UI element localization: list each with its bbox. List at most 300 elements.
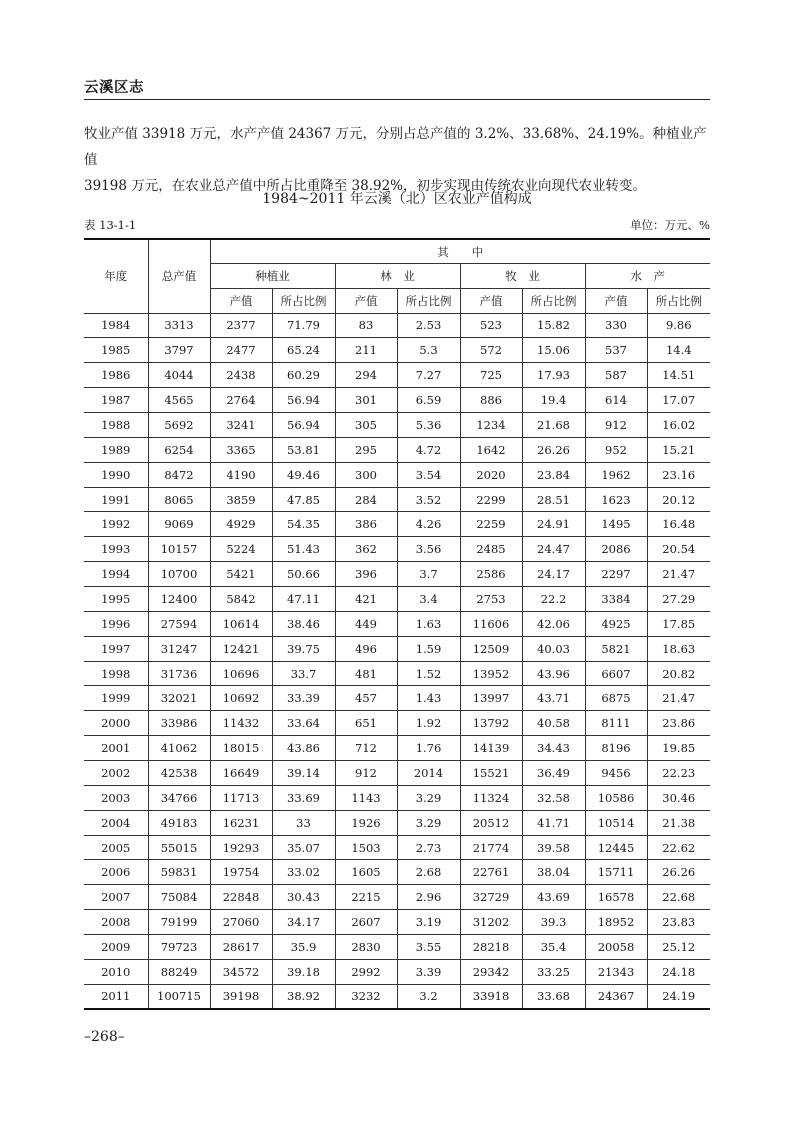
cell-livestock-value: 725	[460, 363, 522, 388]
cell-livestock-value: 2753	[460, 587, 522, 612]
cell-forestry-value: 284	[335, 487, 397, 512]
cell-forestry-ratio: 3.19	[397, 910, 460, 935]
intro-line: 牧业产值 33918 万元，水产产值 24367 万元，分别占总产值的 3.2%、33.68%、24.19%。种植业产值	[84, 126, 707, 168]
cell-crop-ratio: 33	[272, 810, 335, 835]
cell-livestock-ratio: 41.71	[522, 810, 585, 835]
cell-crop-ratio: 34.17	[272, 910, 335, 935]
subheader-value: 产值	[210, 288, 272, 313]
cell-livestock-value: 20512	[460, 810, 522, 835]
cell-fishery-ratio: 21.47	[647, 686, 710, 711]
table-row	[84, 686, 710, 711]
cell-crop-value: 2477	[210, 338, 272, 363]
cell-livestock-ratio: 24.91	[522, 512, 585, 537]
cell-total: 55015	[148, 835, 210, 860]
cell-forestry-ratio: 1.59	[397, 636, 460, 661]
cell-year: 1993	[84, 537, 148, 562]
cell-crop-value: 10692	[210, 686, 272, 711]
cell-forestry-ratio: 2.68	[397, 860, 460, 885]
cell-forestry-ratio: 5.36	[397, 413, 460, 438]
header-group-fishery: 水 产	[585, 264, 710, 289]
cell-fishery-ratio: 14.4	[647, 338, 710, 363]
cell-fishery-value: 8111	[585, 711, 647, 736]
cell-fishery-ratio: 16.02	[647, 413, 710, 438]
table-row	[84, 935, 710, 960]
cell-fishery-ratio: 14.51	[647, 363, 710, 388]
cell-livestock-value: 572	[460, 338, 522, 363]
cell-forestry-ratio: 4.72	[397, 437, 460, 462]
subheader-ratio: 所占比例	[272, 288, 335, 313]
cell-crop-value: 39198	[210, 984, 272, 1009]
cell-fishery-value: 8196	[585, 736, 647, 761]
cell-total: 10157	[148, 537, 210, 562]
cell-livestock-ratio: 35.4	[522, 935, 585, 960]
table-row	[84, 636, 710, 661]
cell-crop-ratio: 35.9	[272, 935, 335, 960]
cell-crop-ratio: 50.66	[272, 562, 335, 587]
cell-year: 1984	[84, 313, 148, 338]
table-row	[84, 587, 710, 612]
cell-year: 1987	[84, 388, 148, 413]
cell-forestry-value: 2215	[335, 885, 397, 910]
cell-crop-ratio: 33.7	[272, 661, 335, 686]
cell-livestock-ratio: 43.69	[522, 885, 585, 910]
cell-livestock-value: 22761	[460, 860, 522, 885]
cell-total: 8472	[148, 462, 210, 487]
cell-fishery-ratio: 19.85	[647, 736, 710, 761]
cell-total: 3313	[148, 313, 210, 338]
cell-total: 31247	[148, 636, 210, 661]
cell-crop-value: 34572	[210, 959, 272, 984]
cell-crop-value: 3859	[210, 487, 272, 512]
cell-fishery-value: 18952	[585, 910, 647, 935]
subheader-ratio: 所占比例	[647, 288, 710, 313]
cell-forestry-value: 211	[335, 338, 397, 363]
cell-crop-ratio: 33.69	[272, 785, 335, 810]
cell-fishery-value: 1623	[585, 487, 647, 512]
subheader-value: 产值	[585, 288, 647, 313]
table-row	[84, 984, 710, 1009]
cell-crop-ratio: 39.14	[272, 761, 335, 786]
cell-fishery-ratio: 18.63	[647, 636, 710, 661]
cell-crop-value: 3241	[210, 413, 272, 438]
cell-livestock-value: 31202	[460, 910, 522, 935]
cell-livestock-value: 2259	[460, 512, 522, 537]
cell-year: 1988	[84, 413, 148, 438]
subheader-value: 产值	[335, 288, 397, 313]
cell-livestock-ratio: 34.43	[522, 736, 585, 761]
cell-livestock-value: 13997	[460, 686, 522, 711]
cell-forestry-ratio: 1.63	[397, 611, 460, 636]
cell-livestock-value: 11606	[460, 611, 522, 636]
cell-forestry-ratio: 3.56	[397, 537, 460, 562]
cell-livestock-value: 11324	[460, 785, 522, 810]
table-number: 表 13-1-1	[84, 218, 137, 232]
cell-total: 4565	[148, 388, 210, 413]
cell-livestock-ratio: 33.25	[522, 959, 585, 984]
cell-crop-value: 10614	[210, 611, 272, 636]
cell-total: 5692	[148, 413, 210, 438]
cell-crop-value: 4190	[210, 462, 272, 487]
table-row	[84, 487, 710, 512]
cell-livestock-ratio: 15.06	[522, 338, 585, 363]
cell-fishery-ratio: 24.19	[647, 984, 710, 1009]
table-row	[84, 537, 710, 562]
cell-year: 1991	[84, 487, 148, 512]
cell-total: 4044	[148, 363, 210, 388]
header-of-which: 其 中	[210, 239, 710, 264]
cell-livestock-value: 32729	[460, 885, 522, 910]
cell-total: 8065	[148, 487, 210, 512]
cell-forestry-value: 449	[335, 611, 397, 636]
cell-year: 1989	[84, 437, 148, 462]
cell-livestock-value: 1234	[460, 413, 522, 438]
cell-fishery-ratio: 23.86	[647, 711, 710, 736]
cell-fishery-ratio: 20.82	[647, 661, 710, 686]
cell-livestock-value: 2299	[460, 487, 522, 512]
cell-year: 1995	[84, 587, 148, 612]
table-row	[84, 313, 710, 338]
cell-forestry-value: 651	[335, 711, 397, 736]
cell-crop-ratio: 33.64	[272, 711, 335, 736]
cell-fishery-ratio: 20.54	[647, 537, 710, 562]
cell-crop-ratio: 33.39	[272, 686, 335, 711]
cell-fishery-value: 10514	[585, 810, 647, 835]
table-row	[84, 761, 710, 786]
cell-fishery-ratio: 22.68	[647, 885, 710, 910]
cell-forestry-ratio: 1.92	[397, 711, 460, 736]
cell-livestock-value: 28218	[460, 935, 522, 960]
cell-forestry-ratio: 2.96	[397, 885, 460, 910]
cell-crop-ratio: 53.81	[272, 437, 335, 462]
cell-fishery-value: 5821	[585, 636, 647, 661]
cell-year: 1990	[84, 462, 148, 487]
cell-fishery-value: 3384	[585, 587, 647, 612]
cell-forestry-value: 421	[335, 587, 397, 612]
cell-forestry-ratio: 1.76	[397, 736, 460, 761]
header-total: 总产值	[148, 239, 210, 313]
cell-total: 31736	[148, 661, 210, 686]
cell-total: 34766	[148, 785, 210, 810]
cell-total: 32021	[148, 686, 210, 711]
cell-forestry-value: 481	[335, 661, 397, 686]
cell-total: 75084	[148, 885, 210, 910]
cell-livestock-ratio: 40.58	[522, 711, 585, 736]
cell-livestock-ratio: 22.2	[522, 587, 585, 612]
cell-total: 100715	[148, 984, 210, 1009]
table-title: 1984~2011 年云溪（北）区农业产值构成	[262, 191, 532, 207]
cell-fishery-ratio: 23.16	[647, 462, 710, 487]
cell-total: 79199	[148, 910, 210, 935]
cell-crop-value: 5224	[210, 537, 272, 562]
cell-crop-value: 16231	[210, 810, 272, 835]
agriculture-output-table	[84, 238, 710, 1010]
cell-fishery-value: 16578	[585, 885, 647, 910]
cell-forestry-ratio: 2.53	[397, 313, 460, 338]
cell-crop-ratio: 56.94	[272, 388, 335, 413]
table-row	[84, 910, 710, 935]
cell-year: 1986	[84, 363, 148, 388]
cell-forestry-ratio: 6.59	[397, 388, 460, 413]
cell-fishery-ratio: 23.83	[647, 910, 710, 935]
cell-fishery-value: 2086	[585, 537, 647, 562]
cell-forestry-value: 1143	[335, 785, 397, 810]
cell-year: 1997	[84, 636, 148, 661]
cell-crop-value: 2377	[210, 313, 272, 338]
cell-year: 2007	[84, 885, 148, 910]
cell-livestock-ratio: 40.03	[522, 636, 585, 661]
cell-crop-ratio: 38.46	[272, 611, 335, 636]
cell-total: 27594	[148, 611, 210, 636]
cell-crop-ratio: 39.18	[272, 959, 335, 984]
cell-crop-value: 12421	[210, 636, 272, 661]
cell-total: 9069	[148, 512, 210, 537]
cell-livestock-ratio: 39.3	[522, 910, 585, 935]
cell-livestock-value: 33918	[460, 984, 522, 1009]
cell-year: 1996	[84, 611, 148, 636]
cell-fishery-ratio: 21.38	[647, 810, 710, 835]
cell-fishery-ratio: 20.12	[647, 487, 710, 512]
cell-fishery-value: 24367	[585, 984, 647, 1009]
cell-year: 2010	[84, 959, 148, 984]
cell-crop-value: 2438	[210, 363, 272, 388]
cell-total: 41062	[148, 736, 210, 761]
table-body	[84, 313, 710, 1009]
cell-fishery-value: 2297	[585, 562, 647, 587]
cell-livestock-value: 523	[460, 313, 522, 338]
table-unit: 单位：万元、%	[630, 218, 710, 232]
cell-total: 33986	[148, 711, 210, 736]
cell-forestry-ratio: 3.52	[397, 487, 460, 512]
cell-forestry-value: 386	[335, 512, 397, 537]
cell-year: 1998	[84, 661, 148, 686]
cell-livestock-value: 14139	[460, 736, 522, 761]
table-row	[84, 363, 710, 388]
cell-fishery-value: 15711	[585, 860, 647, 885]
cell-year: 1994	[84, 562, 148, 587]
cell-fishery-value: 1962	[585, 462, 647, 487]
cell-fishery-value: 21343	[585, 959, 647, 984]
cell-year: 2000	[84, 711, 148, 736]
cell-fishery-value: 587	[585, 363, 647, 388]
cell-crop-ratio: 60.29	[272, 363, 335, 388]
cell-fishery-ratio: 21.47	[647, 562, 710, 587]
cell-forestry-ratio: 3.7	[397, 562, 460, 587]
cell-crop-ratio: 47.85	[272, 487, 335, 512]
cell-year: 2001	[84, 736, 148, 761]
cell-fishery-value: 1495	[585, 512, 647, 537]
cell-crop-ratio: 49.46	[272, 462, 335, 487]
cell-total: 59831	[148, 860, 210, 885]
header-group-crop: 种植业	[210, 264, 335, 289]
cell-forestry-value: 362	[335, 537, 397, 562]
table-row	[84, 785, 710, 810]
cell-forestry-ratio: 3.2	[397, 984, 460, 1009]
cell-fishery-ratio: 30.46	[647, 785, 710, 810]
cell-forestry-ratio: 2014	[397, 761, 460, 786]
cell-crop-value: 11432	[210, 711, 272, 736]
cell-year: 1999	[84, 686, 148, 711]
cell-livestock-value: 2586	[460, 562, 522, 587]
header-year: 年度	[84, 239, 148, 313]
cell-livestock-value: 2485	[460, 537, 522, 562]
cell-fishery-value: 912	[585, 413, 647, 438]
cell-total: 42538	[148, 761, 210, 786]
cell-fishery-ratio: 25.12	[647, 935, 710, 960]
cell-fishery-value: 614	[585, 388, 647, 413]
cell-crop-ratio: 47.11	[272, 587, 335, 612]
subheader-ratio: 所占比例	[522, 288, 585, 313]
cell-forestry-ratio: 1.52	[397, 661, 460, 686]
table-row	[84, 562, 710, 587]
cell-livestock-ratio: 36.49	[522, 761, 585, 786]
cell-crop-ratio: 30.43	[272, 885, 335, 910]
cell-forestry-value: 496	[335, 636, 397, 661]
cell-crop-value: 3365	[210, 437, 272, 462]
cell-crop-ratio: 51.43	[272, 537, 335, 562]
cell-forestry-value: 1926	[335, 810, 397, 835]
cell-livestock-value: 12509	[460, 636, 522, 661]
cell-livestock-value: 13792	[460, 711, 522, 736]
cell-fishery-value: 330	[585, 313, 647, 338]
table-row	[84, 338, 710, 363]
cell-livestock-value: 13952	[460, 661, 522, 686]
cell-forestry-ratio: 7.27	[397, 363, 460, 388]
cell-forestry-value: 294	[335, 363, 397, 388]
cell-total: 3797	[148, 338, 210, 363]
cell-year: 2002	[84, 761, 148, 786]
cell-forestry-ratio: 3.4	[397, 587, 460, 612]
cell-forestry-value: 912	[335, 761, 397, 786]
cell-forestry-value: 295	[335, 437, 397, 462]
cell-forestry-ratio: 3.54	[397, 462, 460, 487]
cell-crop-ratio: 38.92	[272, 984, 335, 1009]
cell-total: 49183	[148, 810, 210, 835]
header-group-forestry: 林 业	[335, 264, 460, 289]
cell-crop-value: 2764	[210, 388, 272, 413]
cell-crop-value: 27060	[210, 910, 272, 935]
table-row	[84, 413, 710, 438]
cell-fishery-ratio: 9.86	[647, 313, 710, 338]
table-row	[84, 959, 710, 984]
subheader-ratio: 所占比例	[397, 288, 460, 313]
cell-forestry-value: 2607	[335, 910, 397, 935]
cell-forestry-value: 1605	[335, 860, 397, 885]
cell-forestry-value: 2830	[335, 935, 397, 960]
cell-fishery-value: 12445	[585, 835, 647, 860]
cell-livestock-value: 2020	[460, 462, 522, 487]
table-row	[84, 512, 710, 537]
cell-forestry-ratio: 3.29	[397, 810, 460, 835]
table-row	[84, 885, 710, 910]
table-row	[84, 711, 710, 736]
cell-total: 12400	[148, 587, 210, 612]
cell-forestry-ratio: 4.26	[397, 512, 460, 537]
cell-year: 2004	[84, 810, 148, 835]
cell-crop-ratio: 56.94	[272, 413, 335, 438]
cell-livestock-ratio: 15.82	[522, 313, 585, 338]
cell-fishery-value: 6875	[585, 686, 647, 711]
cell-forestry-ratio: 3.29	[397, 785, 460, 810]
cell-fishery-value: 6607	[585, 661, 647, 686]
cell-livestock-ratio: 39.58	[522, 835, 585, 860]
cell-forestry-ratio: 5.3	[397, 338, 460, 363]
cell-fishery-value: 20058	[585, 935, 647, 960]
cell-livestock-ratio: 32.58	[522, 785, 585, 810]
cell-forestry-value: 712	[335, 736, 397, 761]
cell-crop-ratio: 54.35	[272, 512, 335, 537]
cell-total: 88249	[148, 959, 210, 984]
cell-livestock-ratio: 33.68	[522, 984, 585, 1009]
running-header: 云溪区志	[84, 80, 144, 96]
table-row	[84, 835, 710, 860]
cell-livestock-ratio: 38.04	[522, 860, 585, 885]
cell-year: 1985	[84, 338, 148, 363]
table-row	[84, 437, 710, 462]
cell-forestry-value: 1503	[335, 835, 397, 860]
subheader-value: 产值	[460, 288, 522, 313]
cell-forestry-value: 457	[335, 686, 397, 711]
cell-crop-value: 28617	[210, 935, 272, 960]
cell-fishery-ratio: 26.26	[647, 860, 710, 885]
cell-forestry-ratio: 2.73	[397, 835, 460, 860]
table-row	[84, 661, 710, 686]
header-divider	[84, 99, 710, 100]
cell-livestock-ratio: 43.96	[522, 661, 585, 686]
cell-forestry-value: 305	[335, 413, 397, 438]
cell-livestock-value: 1642	[460, 437, 522, 462]
cell-livestock-ratio: 24.17	[522, 562, 585, 587]
cell-forestry-value: 301	[335, 388, 397, 413]
cell-crop-value: 18015	[210, 736, 272, 761]
cell-forestry-value: 396	[335, 562, 397, 587]
table-row	[84, 860, 710, 885]
cell-year: 2009	[84, 935, 148, 960]
cell-forestry-value: 83	[335, 313, 397, 338]
cell-crop-value: 19293	[210, 835, 272, 860]
cell-fishery-value: 537	[585, 338, 647, 363]
cell-livestock-ratio: 42.06	[522, 611, 585, 636]
cell-livestock-ratio: 23.84	[522, 462, 585, 487]
cell-livestock-ratio: 17.93	[522, 363, 585, 388]
cell-livestock-value: 15521	[460, 761, 522, 786]
cell-fishery-ratio: 22.23	[647, 761, 710, 786]
cell-crop-ratio: 71.79	[272, 313, 335, 338]
cell-livestock-ratio: 19.4	[522, 388, 585, 413]
table-row	[84, 736, 710, 761]
cell-fishery-value: 9456	[585, 761, 647, 786]
cell-crop-value: 11713	[210, 785, 272, 810]
cell-crop-ratio: 65.24	[272, 338, 335, 363]
cell-fishery-value: 952	[585, 437, 647, 462]
cell-year: 2006	[84, 860, 148, 885]
cell-year: 2008	[84, 910, 148, 935]
cell-fishery-ratio: 15.21	[647, 437, 710, 462]
cell-fishery-ratio: 17.85	[647, 611, 710, 636]
cell-forestry-ratio: 3.55	[397, 935, 460, 960]
cell-forestry-ratio: 1.43	[397, 686, 460, 711]
cell-forestry-value: 2992	[335, 959, 397, 984]
cell-forestry-ratio: 3.39	[397, 959, 460, 984]
table-row	[84, 388, 710, 413]
table-row	[84, 462, 710, 487]
cell-year: 2011	[84, 984, 148, 1009]
cell-livestock-ratio: 43.71	[522, 686, 585, 711]
cell-livestock-ratio: 26.26	[522, 437, 585, 462]
cell-fishery-value: 4925	[585, 611, 647, 636]
cell-livestock-ratio: 24.47	[522, 537, 585, 562]
intro-line: 39198 万元，在农业总产值中所占比重降至 38.92%，初步实现由传统农业向现代农业转变。	[84, 178, 647, 194]
cell-fishery-ratio: 17.07	[647, 388, 710, 413]
